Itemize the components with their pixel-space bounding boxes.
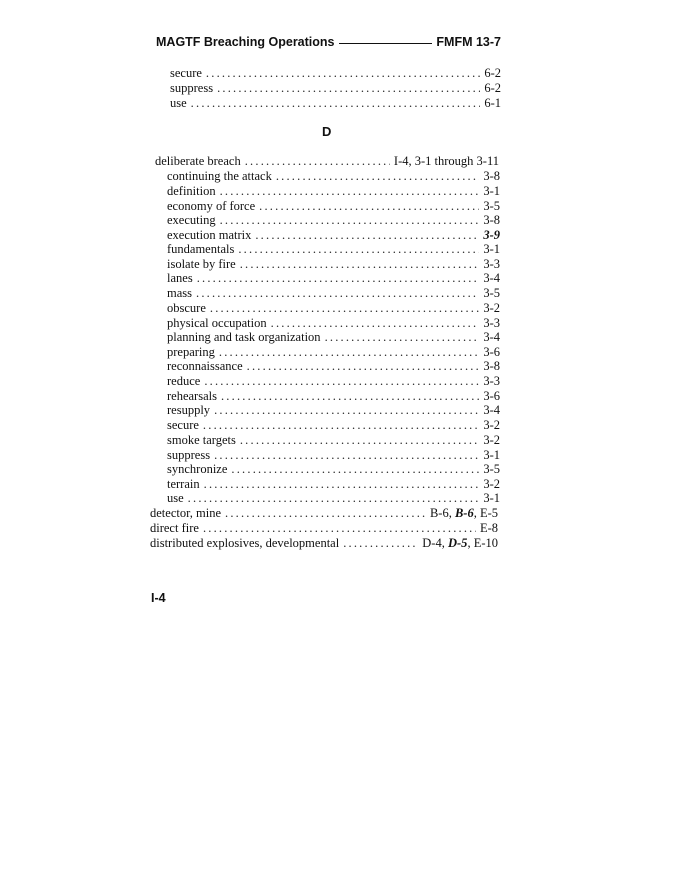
index-entry	[170, 96, 501, 111]
page-ref: 3-1	[483, 242, 500, 256]
index-entry	[167, 433, 500, 448]
index-entry	[155, 154, 499, 169]
page-ref: 3-1	[483, 184, 500, 198]
index-entry	[167, 403, 500, 418]
index-term: obscure	[167, 301, 206, 315]
index-entry	[167, 169, 500, 184]
page-ref-bold: D-5	[447, 536, 468, 550]
index-page-refs	[483, 257, 500, 272]
index-term: mass	[167, 286, 192, 300]
page-ref: , E-10	[467, 536, 498, 550]
index-page-refs	[483, 184, 500, 199]
index-term: suppress	[170, 81, 214, 95]
dot-leader	[210, 301, 479, 316]
page-ref: 3-5	[483, 286, 500, 300]
index-term: physical occupation	[167, 316, 267, 330]
dot-leader	[219, 345, 479, 360]
page-ref: 3-8	[483, 213, 500, 227]
index-page-refs	[484, 96, 501, 111]
page-ref: I-4, 3-1 through 3-11	[393, 154, 499, 168]
page-ref: 3-6	[483, 345, 500, 359]
index-term: economy of force	[167, 199, 256, 213]
index-entry	[167, 286, 500, 301]
index-entry	[167, 448, 500, 463]
index-page-refs	[483, 345, 500, 360]
index-page-refs	[480, 521, 498, 536]
index-term: execution matrix	[167, 228, 252, 242]
index-page-refs	[483, 433, 500, 448]
index-term: secure	[170, 66, 202, 80]
index-page-refs	[483, 330, 500, 345]
index-term: rehearsals	[167, 389, 217, 403]
index-term: smoke targets	[167, 433, 236, 447]
dot-leader	[247, 359, 480, 374]
dot-leader	[231, 462, 479, 477]
page-ref: 3-5	[483, 199, 500, 213]
page-ref: 3-3	[483, 374, 500, 388]
index-page-refs	[483, 462, 500, 477]
index-term: planning and task organization	[167, 330, 321, 344]
index-term: synchronize	[167, 462, 228, 476]
index-page-refs	[483, 228, 500, 243]
index-entry	[167, 199, 500, 214]
dot-leader	[325, 330, 480, 345]
index-term: fundamentals	[167, 242, 235, 256]
header-doc-number: FMFM 13-7	[436, 35, 501, 49]
index-page-refs	[483, 389, 500, 404]
index-entry	[167, 271, 500, 286]
dot-leader	[197, 271, 480, 286]
dot-leader	[220, 184, 480, 199]
page-ref: 3-2	[483, 477, 500, 491]
index-entry	[170, 66, 501, 81]
page-ref: , E-5	[473, 506, 498, 520]
index-page-refs	[483, 271, 500, 286]
header-title: MAGTF Breaching Operations	[156, 35, 335, 49]
index-page-refs	[483, 242, 500, 257]
index-page-refs	[483, 403, 500, 418]
index-entry	[167, 316, 500, 331]
index-page-refs	[483, 359, 500, 374]
page-ref: 3-3	[483, 316, 500, 330]
index-page-refs	[430, 506, 498, 521]
index-term: use	[170, 96, 187, 110]
page-ref: 3-8	[483, 359, 500, 373]
index-term: executing	[167, 213, 216, 227]
index-term: resupply	[167, 403, 211, 417]
dot-leader	[271, 316, 480, 331]
dot-leader	[204, 477, 480, 492]
dot-leader	[259, 199, 479, 214]
index-term: terrain	[167, 477, 200, 491]
dot-leader	[245, 154, 390, 169]
index-entry	[167, 374, 500, 389]
index-entry	[167, 462, 500, 477]
dot-leader	[343, 536, 418, 551]
page-ref: E-8	[479, 521, 498, 535]
index-entry	[167, 491, 500, 506]
dot-leader	[188, 491, 480, 506]
index-term: suppress	[167, 448, 211, 462]
page-ref: 3-1	[483, 491, 500, 505]
index-entry	[167, 418, 500, 433]
index-entry	[167, 389, 500, 404]
index-entry	[167, 184, 500, 199]
index-entry	[167, 242, 500, 257]
dot-leader	[196, 286, 479, 301]
page-ref: 3-4	[483, 330, 500, 344]
index-page-refs	[483, 374, 500, 389]
dot-leader	[238, 242, 479, 257]
index-page-refs	[483, 418, 500, 433]
page-ref: 3-4	[483, 271, 500, 285]
index-term: distributed explosives, developmental	[150, 536, 340, 550]
index-term: direct fire	[150, 521, 199, 535]
dot-leader	[203, 521, 476, 536]
index-page-refs	[484, 66, 501, 81]
index-term: reduce	[167, 374, 201, 388]
index-entry	[167, 359, 500, 374]
index-entry	[167, 330, 500, 345]
index-page-refs	[483, 448, 500, 463]
page-ref: 3-1	[483, 448, 500, 462]
page-ref: 3-8	[483, 169, 500, 183]
page-ref-bold: 3-9	[483, 228, 500, 242]
index-page-refs	[483, 316, 500, 331]
index-term: deliberate breach	[155, 154, 241, 168]
index-page-refs	[484, 81, 501, 96]
index-entry	[167, 213, 500, 228]
index-entry	[167, 301, 500, 316]
index-term: preparing	[167, 345, 215, 359]
index-page-refs	[483, 213, 500, 228]
dot-leader	[240, 257, 480, 272]
index-entry	[150, 521, 498, 536]
index-entry	[167, 345, 500, 360]
dot-leader	[214, 403, 479, 418]
dot-leader	[276, 169, 480, 184]
index-entry	[150, 506, 498, 521]
dot-leader	[220, 213, 480, 228]
index-term: secure	[167, 418, 199, 432]
page-ref: 6-1	[484, 96, 501, 110]
index-entry	[150, 536, 498, 551]
page-ref-bold: B-6	[454, 506, 474, 520]
index-term: lanes	[167, 271, 193, 285]
dot-leader	[204, 374, 479, 389]
page-ref: 3-2	[483, 301, 500, 315]
section-letter: D	[322, 124, 332, 139]
page-ref: 3-6	[483, 389, 500, 403]
page-ref: 3-2	[483, 418, 500, 432]
index-page-refs	[483, 169, 500, 184]
index-term: continuing the attack	[167, 169, 272, 183]
index-page-refs	[483, 301, 500, 316]
dot-leader	[221, 389, 479, 404]
dot-leader	[214, 448, 479, 463]
header-rule	[339, 43, 433, 44]
dot-leader	[191, 96, 481, 111]
index-entry	[170, 81, 501, 96]
index-term: isolate by fire	[167, 257, 236, 271]
page-ref: 3-3	[483, 257, 500, 271]
page-ref: 3-5	[483, 462, 500, 476]
index-page-refs	[483, 477, 500, 492]
index-term: use	[167, 491, 184, 505]
index-page-refs	[483, 199, 500, 214]
index-term: definition	[167, 184, 216, 198]
dot-leader	[240, 433, 479, 448]
page-ref: 6-2	[484, 81, 501, 95]
running-header	[156, 33, 501, 51]
dot-leader	[225, 506, 426, 521]
index-page-refs	[483, 286, 500, 301]
index-page-refs	[422, 536, 498, 551]
index-term: detector, mine	[150, 506, 221, 520]
page-ref: 6-2	[484, 66, 501, 80]
index-entry	[167, 228, 500, 243]
index-page-refs	[483, 491, 500, 506]
dot-leader	[217, 81, 480, 96]
dot-leader	[203, 418, 479, 433]
index-entry	[167, 257, 500, 272]
page-ref: 3-4	[483, 403, 500, 417]
index-page-refs	[394, 154, 499, 169]
index-entry	[167, 477, 500, 492]
page-number: I-4	[151, 591, 166, 605]
page-ref: D-4,	[422, 536, 448, 550]
dot-leader	[206, 66, 480, 81]
dot-leader	[255, 228, 479, 243]
page-ref: 3-2	[483, 433, 500, 447]
index-term: reconnaissance	[167, 359, 243, 373]
page-ref: B-6,	[429, 506, 455, 520]
